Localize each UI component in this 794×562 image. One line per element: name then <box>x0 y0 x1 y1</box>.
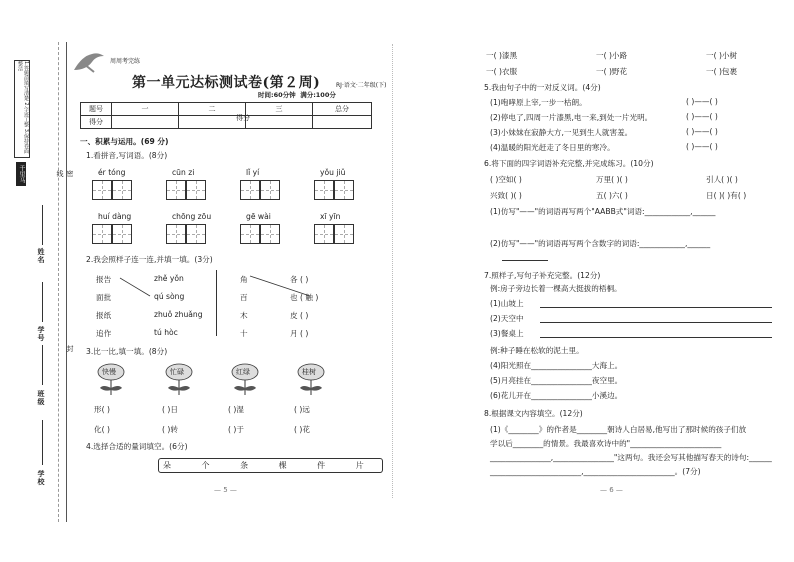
pinyin-write-box[interactable] <box>240 180 280 200</box>
match-pinyin: zhuǒ zhuǎng <box>154 310 203 319</box>
score-cell[interactable] <box>112 116 179 129</box>
q8-heading: 8.根据课文内容填空。(12分) <box>484 409 583 418</box>
pinyin-write-box[interactable] <box>92 180 132 200</box>
antonym-fill[interactable]: ( )——( ) <box>686 127 718 136</box>
sidebar-label-name: 姓名 <box>37 248 45 264</box>
flower-word: 桂树 <box>302 368 316 376</box>
compare-fill[interactable]: ( )远 <box>294 405 310 414</box>
sidebar-label-id: 学号 <box>37 326 45 342</box>
logo <box>72 50 106 78</box>
q7-fill[interactable]: (5)月亮挂在________________夜空里。 <box>490 376 623 385</box>
compare-fill[interactable]: 化( ) <box>94 425 110 434</box>
char-box[interactable] <box>334 180 354 200</box>
q7-fill[interactable]: (6)花儿开在________________小溪边。 <box>490 391 623 400</box>
pinyin-write-box[interactable] <box>314 180 354 200</box>
q7-fill[interactable]: (4)阳光照在________________大海上。 <box>490 361 623 370</box>
match-left-word: 报告 <box>96 275 112 284</box>
measure-fill[interactable]: 一( )包裹 <box>706 67 738 76</box>
char-box[interactable] <box>186 224 206 244</box>
match-fill[interactable]: 皮 ( ) <box>290 311 309 320</box>
q5-sentence: (1)咆哮原上宰,一步一枯朗。 <box>490 98 587 107</box>
pinyin-label: yǒu jiǔ <box>320 168 346 177</box>
flower-word: 红绿 <box>236 368 250 376</box>
match-pinyin: zhě yǒn <box>154 274 184 283</box>
match-char: 木 <box>240 311 248 320</box>
match-left-word: 追作 <box>96 329 112 338</box>
sidebar-label-school: 学校 <box>37 470 45 486</box>
q7-prompt: (1)山坡上 <box>490 299 524 308</box>
q8-line[interactable]: (1)《________》的作者是________朝诗人白居易,他写出了那时候的孩子们放 <box>490 425 747 434</box>
cell: 题号 <box>81 103 112 116</box>
q6-b[interactable]: (2)仿写"——"的词语再写两个含数字的词语:____________,______ <box>490 239 711 248</box>
page-title: 第一单元达标测试卷(第２周) <box>132 75 321 91</box>
pinyin-label: cūn zi <box>172 168 195 177</box>
flower-word: 快慢 <box>102 368 116 376</box>
q1-heading: 1.看拼音,写词语。(8分) <box>86 151 168 160</box>
id-underline[interactable] <box>42 282 43 322</box>
q7-prompt: (2)天空中 <box>490 314 524 323</box>
char-box[interactable] <box>112 224 132 244</box>
char-box[interactable] <box>260 224 280 244</box>
flower-word: 忙碌 <box>170 368 184 376</box>
sidebar-badge: 千里马 <box>16 162 26 186</box>
match-char: 角 <box>240 275 248 284</box>
idiom-fill[interactable]: 日( )( )有( ) <box>706 191 747 200</box>
q5-sentence: (4)温暖的阳光赶走了冬日里的寒冷。 <box>490 143 615 152</box>
compare-fill[interactable]: ( )花 <box>294 425 310 434</box>
measure-fill[interactable]: 一( )衣服 <box>486 67 518 76</box>
idiom-fill[interactable]: 兴致( )( ) <box>490 191 522 200</box>
char-box[interactable] <box>334 224 354 244</box>
match-line <box>250 276 310 296</box>
header-meta: RJ·语文·二年级(下) <box>336 82 387 89</box>
cell: 总分 <box>313 103 372 116</box>
compare-fill[interactable]: ( )转 <box>162 425 178 434</box>
idiom-fill[interactable]: ( )空如( ) <box>490 175 522 184</box>
time-label <box>258 90 336 99</box>
score-table-row[interactable] <box>81 116 372 129</box>
score-cell[interactable] <box>313 116 372 129</box>
cell: 得分 <box>81 116 112 129</box>
match-char: 百 <box>240 293 248 302</box>
page-number-left: — 5 — <box>214 486 237 494</box>
char-box[interactable] <box>314 224 334 244</box>
antonym-fill[interactable]: ( )——( ) <box>686 112 718 121</box>
q4-heading: 4.选择合适的量词填空。(6分) <box>86 442 188 451</box>
cell: 二 <box>179 103 246 116</box>
cell: 一 <box>112 103 179 116</box>
match-pinyin: tú hòc <box>154 328 178 337</box>
compare-fill[interactable]: ( )日 <box>162 405 178 414</box>
char-box[interactable] <box>92 180 112 200</box>
q7-example: 例:房子旁边长着一棵高大挺拔的梧桐。 <box>490 284 622 293</box>
section-1-heading: 一、积累与运用。(69 分) <box>80 137 169 146</box>
answer-line[interactable] <box>502 260 548 261</box>
compare-fill[interactable]: ( )于 <box>228 425 244 434</box>
q8-line[interactable]: 学以后________的情景。我最喜欢诗中的"________________________ <box>490 439 722 448</box>
measure-fill[interactable]: 一( )小路 <box>596 51 628 60</box>
name-underline[interactable] <box>42 205 43 245</box>
idiom-fill[interactable]: 万里( )( ) <box>596 175 628 184</box>
char-box[interactable] <box>186 180 206 200</box>
class-underline[interactable] <box>42 345 43 385</box>
match-line <box>120 278 150 296</box>
match-left-word: 报纸 <box>96 311 112 320</box>
pinyin-write-box[interactable] <box>240 224 280 244</box>
measure-fill[interactable]: 一( )小树 <box>706 51 738 60</box>
compare-fill[interactable]: 形( ) <box>94 405 110 414</box>
school-underline[interactable] <box>42 420 43 465</box>
column-divider <box>392 44 393 498</box>
answer-line[interactable] <box>540 337 772 338</box>
match-fill[interactable]: 也 ( 触 ) <box>290 293 319 302</box>
score-table-header <box>81 103 372 116</box>
measure-fill[interactable]: 一( )漆黑 <box>486 51 518 60</box>
time-text: 时间:60分钟 <box>258 91 296 99</box>
page-number-right: — 6 — <box>600 486 623 494</box>
q8-line[interactable]: ________________,________________"这两句。我还会写其他描写春天的诗句:______ <box>490 453 772 462</box>
seal-text: 密 封 线 <box>56 170 74 432</box>
answer-line[interactable] <box>540 322 772 323</box>
char-box[interactable] <box>92 224 112 244</box>
q3-heading: 3.比一比,填一填。(8分) <box>86 347 168 356</box>
logo-text: 周周考完练 <box>110 58 141 65</box>
idiom-fill[interactable]: 引人( )( ) <box>706 175 738 184</box>
char-box[interactable] <box>240 180 260 200</box>
antonym-fill[interactable]: ( )——( ) <box>686 142 718 151</box>
match-char: 十 <box>240 329 248 338</box>
score-row-label: 得分 <box>236 114 250 122</box>
char-box[interactable] <box>166 224 186 244</box>
q6-a[interactable]: (1)仿写"——"的词语再写两个"AABB式"词语:____________,______ <box>490 207 716 216</box>
q6-heading: 6.将下面的四字词语补充完整,并完成练习。(10分) <box>484 159 654 168</box>
score-table <box>80 102 372 129</box>
compare-fill[interactable]: ( )湿 <box>228 405 244 414</box>
measure-word-box: 朵 个 条 棵 件 片 <box>158 458 383 473</box>
pinyin-write-box[interactable] <box>166 224 206 244</box>
pinyin-label: lǐ yí <box>246 168 260 177</box>
match-fill[interactable]: 各 ( ) <box>290 275 309 284</box>
pinyin-label: xī yīn <box>320 212 341 221</box>
answer-line[interactable] <box>540 307 772 308</box>
score-cell[interactable] <box>246 116 313 129</box>
q8-line[interactable]: ________________________,________________________。(7分) <box>490 467 701 476</box>
pinyin-label: huí dàng <box>98 212 132 221</box>
idiom-fill[interactable]: 五( )六( ) <box>596 191 628 200</box>
pinyin-label: ér tóng <box>98 168 126 177</box>
char-box[interactable] <box>112 180 132 200</box>
q5-heading: 5.我由句子中的一对反义词。(4分) <box>484 83 601 92</box>
match-fill[interactable]: 月 ( ) <box>290 329 309 338</box>
measure-fill[interactable]: 一( )野花 <box>596 67 628 76</box>
match-lines <box>90 270 350 340</box>
antonym-fill[interactable]: ( )——( ) <box>686 97 718 106</box>
q7-prompt: (3)餐桌上 <box>490 329 524 338</box>
q5-sentence: (2)停电了,四周一片漆黑,电一来,到处一片光明。 <box>490 113 653 122</box>
sidebar-notes: 1.答题前填写清楚 2.字迹工整 3.保持卷面整洁 <box>14 60 30 158</box>
q5-sentence: (3)小妹妹在寂静大方,一见到生人就害羞。 <box>490 128 633 137</box>
pinyin-write-box[interactable] <box>92 224 132 244</box>
char-box[interactable] <box>166 180 186 200</box>
char-box[interactable] <box>240 224 260 244</box>
pinyin-write-box[interactable] <box>166 180 206 200</box>
bird-logo-icon <box>72 50 106 76</box>
match-left-word: 面批 <box>96 293 112 302</box>
score-text: 满分:100分 <box>300 91 336 99</box>
char-box[interactable] <box>314 180 334 200</box>
pinyin-write-box[interactable] <box>314 224 354 244</box>
match-pinyin: qú sòng <box>154 292 185 301</box>
sidebar-label-class: 班级 <box>37 390 45 406</box>
pinyin-label: gē wài <box>246 212 271 221</box>
q7-example-2: 例:种子睡在松软的泥土里。 <box>490 346 584 355</box>
q2-heading: 2.我会照样子连一连,并填一填。(3分) <box>86 255 213 264</box>
cell: 三 <box>246 103 313 116</box>
q7-heading: 7.照样子,写句子补充完整。(12分) <box>484 271 601 280</box>
char-box[interactable] <box>260 180 280 200</box>
pinyin-label: chōng zōu <box>172 212 212 221</box>
